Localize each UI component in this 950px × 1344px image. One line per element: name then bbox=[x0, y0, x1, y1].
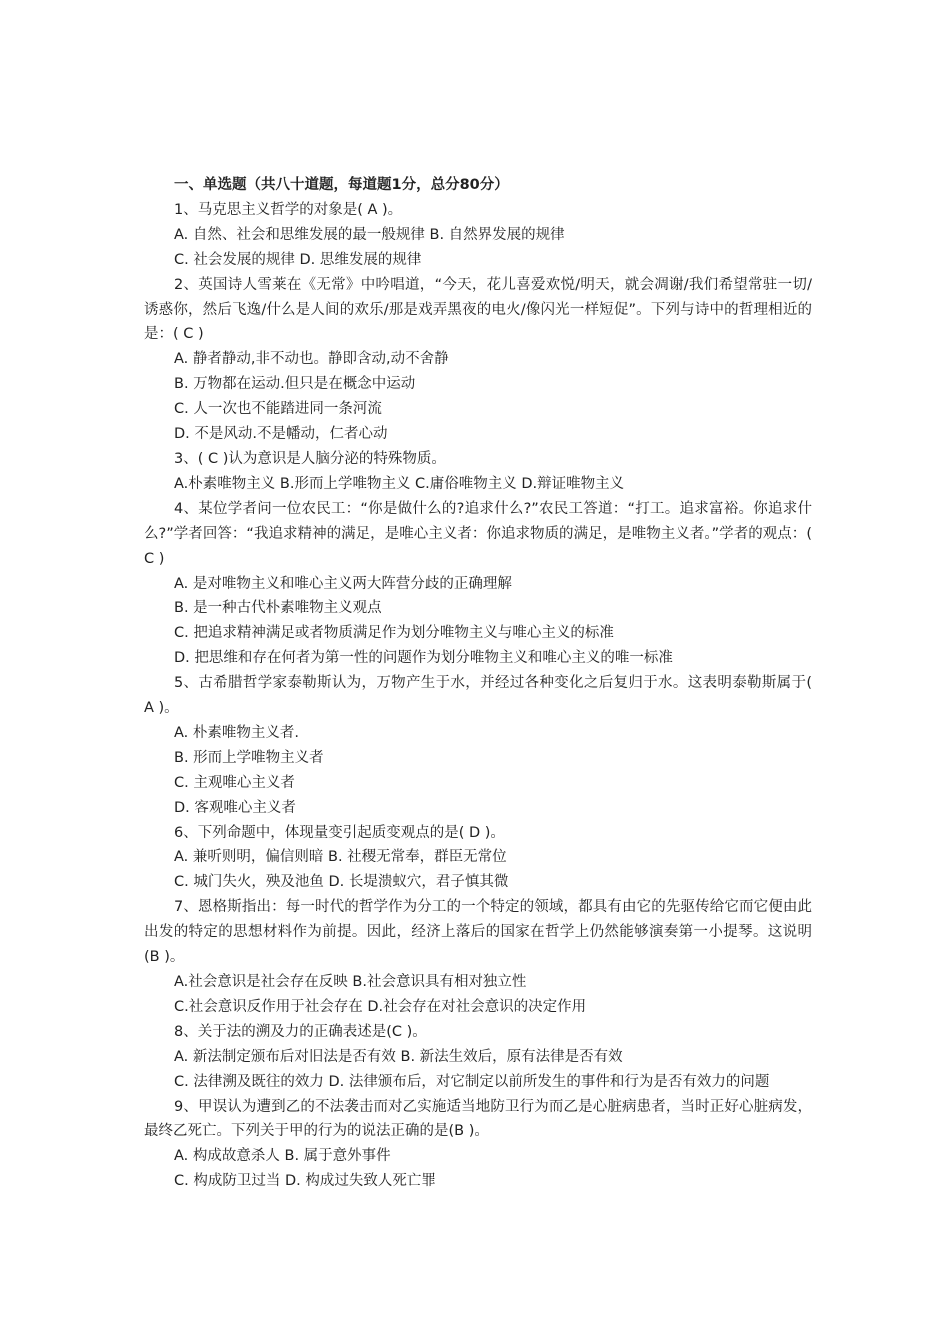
section-title: 一、单选题（共八十道题，每道题1分，总分80分） bbox=[174, 177, 509, 193]
question-option: C. 构成防卫过当 D. 构成过失致人死亡罪 bbox=[174, 1173, 436, 1190]
question-option: A.朴素唯物主义 B.形而上学唯物主义 C.庸俗唯物主义 D.辩证唯物主义 bbox=[174, 475, 625, 492]
question-option: A. 是对唯物主义和唯心主义两大阵营分歧的正确理解 bbox=[174, 575, 512, 592]
question-option: C. 法律溯及既往的效力 D. 法律颁布后，对它制定以前所发生的事件和行为是否有效力的问题 bbox=[174, 1073, 770, 1090]
question-option: D. 把思维和存在何者为第一性的问题作为划分唯物主义和唯心主义的唯一标准 bbox=[174, 650, 673, 667]
question-stem: 8、关于法的溯及力的正确表述是(C )。 bbox=[174, 1023, 427, 1040]
question-option: A. 兼听则明，偏信则暗 B. 社稷无常奉，群臣无常位 bbox=[174, 849, 507, 866]
question-option: C. 人一次也不能踏进同一条河流 bbox=[174, 401, 382, 418]
question-option: A. 新法制定颁布后对旧法是否有效 B. 新法生效后，原有法律是否有效 bbox=[174, 1048, 623, 1065]
question-stem: 4、某位学者问一位农民工：“你是做什么的?追求什么?”农民工答道：“打工。追求富裕。你追求什么?”学者回答：“我追求精神的满足，是唯心主义者：你追求物质的满足，是唯物主义者。”学者的观点：( C ) bbox=[144, 500, 812, 567]
question-stem: 3、( C )认为意识是人脑分泌的特殊物质。 bbox=[174, 450, 446, 467]
question-option: A. 静者静动,非不动也。静即含动,动不舍静 bbox=[174, 351, 449, 368]
question-option: B. 形而上学唯物主义者 bbox=[174, 749, 324, 766]
question-option: C. 社会发展的规律 D. 思维发展的规律 bbox=[174, 251, 422, 268]
question-option: B. 是一种古代朴素唯物主义观点 bbox=[174, 600, 382, 617]
question-option: A.社会意识是社会存在反映 B.社会意识具有相对独立性 bbox=[174, 974, 527, 990]
question-option: C.社会意识反作用于社会存在 D.社会存在对社会意识的决定作用 bbox=[174, 998, 587, 1015]
document-body bbox=[144, 173, 812, 1194]
question-option: D. 不是风动.不是幡动，仁者心动 bbox=[174, 426, 388, 443]
question-option: A. 自然、社会和思维发展的最一般规律 B. 自然界发展的规律 bbox=[174, 226, 565, 243]
question-stem: 7、恩格斯指出：每一时代的哲学作为分工的一个特定的领域，都具有由它的先驱传给它而它便由此出发的特定的思想材料作为前提。因此，经济上落后的国家在哲学上仍然能够演奏第一小提琴。这说明(B )。 bbox=[144, 899, 812, 966]
question-stem: 2、英国诗人雪莱在《无常》中吟唱道，“今天，花儿喜爱欢悦/明天，就会凋谢/我们希望常驻一切/诱惑你，然后飞逸/什么是人间的欢乐/那是戏弄黑夜的电火/像闪光一样短促”。下列与诗中的哲理相近的是：( C ) bbox=[144, 276, 812, 343]
question-stem: 9、甲误认为遭到乙的不法袭击而对乙实施适当地防卫行为而乙是心脏病患者，当时正好心脏病发，最终乙死亡。下列关于甲的行为的说法正确的是(B )。 bbox=[144, 1098, 812, 1140]
question-option: A. 构成故意杀人 B. 属于意外事件 bbox=[174, 1148, 391, 1165]
question-stem: 5、古希腊哲学家泰勒斯认为，万物产生于水，并经过各种变化之后复归于水。这表明泰勒斯属于( A )。 bbox=[144, 675, 812, 717]
question-stem: 6、下列命题中，体现量变引起质变观点的是( D )。 bbox=[174, 824, 505, 841]
question-stem: 1、马克思主义哲学的对象是( A )。 bbox=[174, 201, 403, 218]
question-option: C. 主观唯心主义者 bbox=[174, 774, 295, 791]
question-option: C. 把追求精神满足或者物质满足作为划分唯物主义与唯心主义的标准 bbox=[174, 625, 614, 642]
question-option: B. 万物都在运动.但只是在概念中运动 bbox=[174, 376, 416, 393]
question-option: A. 朴素唯物主义者. bbox=[174, 724, 299, 741]
question-option: C. 城门失火，殃及池鱼 D. 长堤溃蚁穴，君子慎其微 bbox=[174, 874, 509, 891]
question-option: D. 客观唯心主义者 bbox=[174, 799, 296, 816]
